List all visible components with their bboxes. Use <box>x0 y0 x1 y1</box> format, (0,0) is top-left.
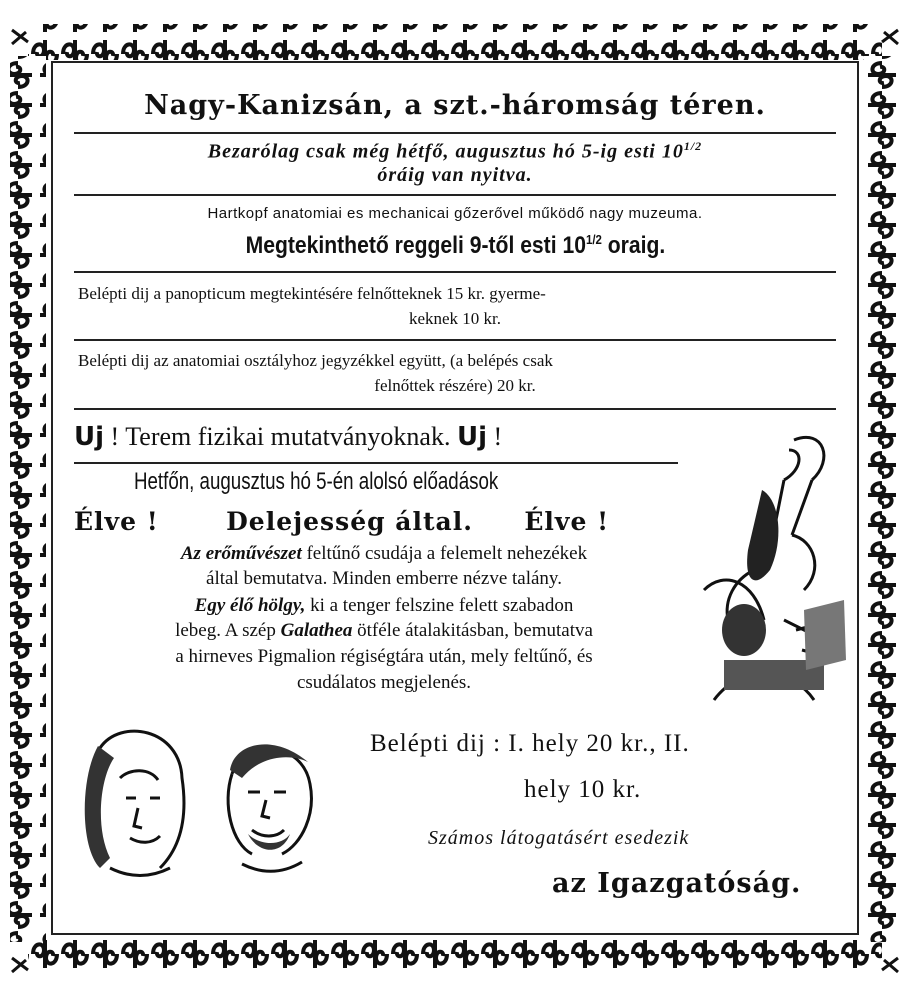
anatomy-fee-line1: Belépti dij az anatomiai osztályhoz jegyzékkel együtt, (a belépés csak <box>78 351 553 370</box>
panopticum-fee-line1: Belépti dij a panopticum megtekintésére felnőtteknek 15 kr. gyerme- <box>78 284 546 303</box>
description-line-2: által bemutatva. Minden emberre nézve talány. <box>206 568 562 589</box>
description-emphasis-1: Az erőművészet <box>180 543 302 564</box>
description-text-3: ki a tenger felszine felett szabadon <box>310 595 574 616</box>
closing-notice-fraction: 1/2 <box>683 139 703 153</box>
description-emphasis-3: Galathea <box>280 620 353 641</box>
living-line <box>74 507 694 536</box>
description-line-4 <box>74 620 694 642</box>
portrait-man-illustration <box>212 734 322 874</box>
description-line-6: csudálatos megjelenés. <box>296 672 472 693</box>
viewing-hours-line <box>74 232 836 260</box>
description-text-1: feltűnő csudája a felemelt nehezékek <box>306 543 588 564</box>
first-show-line <box>134 468 754 496</box>
acrobat-illustration <box>684 420 854 710</box>
closing-notice-line2: óráig van nyitva. <box>377 164 533 186</box>
closing-notice-line1 <box>74 139 836 164</box>
living-left: Élve ! <box>74 507 159 536</box>
page-title: Nagy-Kanizsán, a szt.-háromság téren. <box>144 90 766 121</box>
panopticum-fee-line2: keknek 10 kr. <box>408 309 502 328</box>
new-label-1: Uj <box>74 422 105 452</box>
description-line-5: a hirneves Pigmalion régiségtára után, mely feltűnő, és <box>175 646 593 667</box>
first-show-text: Hetfőn, augusztus hó 5-én alolsó előadások <box>134 468 499 495</box>
description-text-4a: lebeg. A szép <box>175 620 276 641</box>
description-line-3 <box>74 595 694 617</box>
new-hall-text: ! Terem fizikai mutatványoknak. <box>110 422 451 451</box>
description-line-1 <box>74 543 694 565</box>
living-middle: Delejesség által. <box>226 507 473 536</box>
appeal-line: Számos látogatásért esedezik <box>428 827 690 849</box>
new-hall-bang: ! <box>493 422 503 451</box>
closing-notice-text: Bezarólag csak még hétfő, augusztus hó 5-ig esti 10 <box>207 140 684 163</box>
divider <box>74 132 836 134</box>
description-emphasis-2: Egy élő hölgy, <box>194 595 306 616</box>
portrait-woman-illustration <box>70 718 200 878</box>
viewing-hours-suffix: oraig. <box>607 232 665 259</box>
divider <box>74 194 836 196</box>
description-text-4b: ötféle átalakitásban, bemutatva <box>357 620 593 641</box>
viewing-hours-fraction: 1/2 <box>585 232 602 247</box>
signature: az Igazgatóság. <box>552 868 802 899</box>
divider <box>74 271 836 273</box>
living-right: Élve ! <box>524 507 610 536</box>
divider <box>74 408 836 410</box>
museum-line: Hartkopf anatomiai es mechanicai gőzerővel működő nagy muzeuma. <box>207 205 703 222</box>
viewing-hours-prefix: Megtekinthető reggeli 9-től esti 10 <box>245 232 586 259</box>
admission-line2: hely 10 kr. <box>524 776 642 803</box>
anatomy-fee-line2: felnőttek részére) 20 kr. <box>374 376 536 395</box>
divider <box>74 462 678 464</box>
admission-line1: Belépti dij : I. hely 20 kr., II. <box>370 730 690 757</box>
new-hall-line <box>74 422 684 452</box>
new-label-2: Uj <box>456 422 487 452</box>
divider <box>74 339 836 341</box>
